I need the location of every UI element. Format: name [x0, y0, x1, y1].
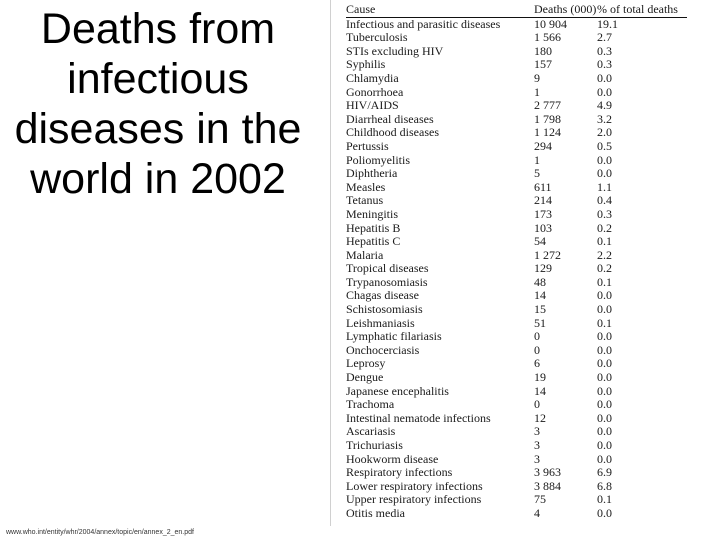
cell-percent: 0.4	[597, 193, 612, 208]
table-row	[346, 507, 687, 521]
cell-cause: Leprosy	[346, 356, 386, 371]
table-row	[346, 99, 687, 113]
table-row	[346, 385, 687, 399]
cell-cause: Diphtheria	[346, 166, 398, 181]
table-row	[346, 235, 687, 249]
cell-percent: 3.2	[597, 111, 612, 126]
cell-cause: Poliomyelitis	[346, 152, 411, 167]
cell-cause: Chlamydia	[346, 70, 399, 85]
cell-cause: Japanese encephalitis	[346, 383, 449, 398]
table-row	[346, 72, 687, 86]
cell-percent: 0.0	[597, 356, 612, 371]
cell-percent: 0.2	[597, 261, 612, 276]
cell-percent: 0.3	[597, 43, 612, 58]
table-body	[346, 17, 687, 520]
cell-percent: 2.7	[597, 30, 612, 45]
table-row	[346, 371, 687, 385]
table-row	[346, 453, 687, 467]
cell-percent: 0.0	[597, 329, 612, 344]
deaths-table-image	[318, 0, 720, 526]
cell-cause: Hepatitis B	[346, 220, 401, 235]
cell-deaths: 173	[534, 206, 552, 221]
table-row	[346, 493, 687, 507]
table-row	[346, 208, 687, 222]
cell-deaths: 12	[534, 410, 546, 425]
cell-cause: Diarrheal diseases	[346, 111, 434, 126]
cell-cause: Ascariasis	[346, 424, 396, 439]
cell-deaths: 0	[534, 342, 540, 357]
cell-cause: Meningitis	[346, 206, 399, 221]
cell-cause: HIV/AIDS	[346, 98, 399, 113]
cell-deaths: 51	[534, 315, 546, 330]
table-row	[346, 317, 687, 331]
cell-cause: Otitis media	[346, 505, 405, 520]
title-line: Deaths from	[40, 5, 276, 53]
table-row	[346, 480, 687, 494]
cell-deaths: 214	[534, 193, 552, 208]
table-row	[346, 17, 687, 31]
cell-deaths: 3	[534, 451, 540, 466]
table-row	[346, 289, 687, 303]
table-row	[346, 276, 687, 290]
table-row	[346, 439, 687, 453]
cell-percent: 0.0	[597, 342, 612, 357]
cell-percent: 0.3	[597, 206, 612, 221]
title-line: infectious	[67, 55, 249, 103]
cell-percent: 0.0	[597, 397, 612, 412]
cell-percent: 0.0	[597, 166, 612, 181]
source-url: www.who.int/entity/whr/2004/annex/topic/en/annex_2_en.pdf	[6, 529, 194, 536]
table-row	[346, 140, 687, 154]
cell-deaths: 1 124	[534, 125, 561, 140]
cell-percent: 0.1	[597, 234, 612, 249]
cell-deaths: 2 777	[534, 98, 561, 113]
table-header-row	[346, 3, 687, 17]
table-row	[346, 222, 687, 236]
cell-deaths: 1 798	[534, 111, 561, 126]
cell-cause: Leishmaniasis	[346, 315, 415, 330]
cell-percent: 2.2	[597, 247, 612, 262]
cell-deaths: 15	[534, 302, 546, 317]
cell-percent: 0.2	[597, 220, 612, 235]
cell-percent: 0.0	[597, 438, 612, 452]
cell-cause: Trypanosomiasis	[346, 274, 428, 289]
table-row	[346, 58, 687, 72]
cell-deaths: 1 272	[534, 247, 561, 262]
cell-deaths: 3	[534, 424, 540, 439]
cell-cause: Intestinal nematode infections	[346, 410, 491, 425]
table-row	[346, 126, 687, 140]
cell-percent: 0.1	[597, 315, 612, 330]
cell-deaths: 294	[534, 138, 552, 153]
cell-deaths: 9	[534, 70, 540, 85]
table-row	[346, 357, 687, 371]
cell-deaths: 0	[534, 397, 540, 412]
cell-deaths: 10 904	[534, 16, 567, 31]
cell-percent: 0.0	[597, 84, 612, 99]
cell-percent: 0.0	[597, 451, 612, 466]
cell-percent: 0.0	[597, 288, 612, 303]
cell-deaths: 1	[534, 152, 540, 167]
cell-percent: 0.0	[597, 70, 612, 85]
cell-deaths: 103	[534, 220, 552, 235]
header-deaths: Deaths (000)	[534, 2, 597, 16]
cell-cause: Schistosomiasis	[346, 302, 423, 317]
header-cause: Cause	[346, 3, 534, 17]
cell-cause: Dengue	[346, 370, 384, 385]
cell-percent: 1.1	[597, 179, 612, 194]
cell-cause: Trichuriasis	[346, 438, 403, 452]
cell-deaths: 5	[534, 166, 540, 181]
cell-deaths: 19	[534, 370, 546, 385]
cell-percent: 0.0	[597, 410, 612, 425]
cell-percent: 4.9	[597, 98, 612, 113]
header-percent: % of total deaths	[597, 3, 687, 17]
slide-title	[6, 4, 310, 204]
cell-percent: 0.0	[597, 370, 612, 385]
cell-percent: 19.1	[597, 16, 618, 31]
cell-cause: Measles	[346, 179, 386, 194]
cell-percent: 0.0	[597, 424, 612, 439]
cell-deaths: 3 884	[534, 478, 561, 493]
cell-deaths: 1 566	[534, 30, 561, 45]
cell-percent: 6.9	[597, 465, 612, 480]
cell-percent: 0.0	[597, 505, 612, 520]
cell-percent: 0.3	[597, 57, 612, 72]
table-row	[346, 45, 687, 59]
cell-deaths: 14	[534, 383, 546, 398]
title-line: diseases in the	[14, 105, 302, 153]
cell-cause: Infectious and parasitic diseases	[346, 16, 501, 31]
table-row	[346, 86, 687, 100]
cell-deaths: 157	[534, 57, 552, 72]
cell-cause: Tuberculosis	[346, 30, 408, 45]
cell-cause: Hepatitis C	[346, 234, 401, 249]
cell-deaths: 3 963	[534, 465, 561, 480]
table-row	[346, 425, 687, 439]
cell-cause: Onchocerciasis	[346, 342, 420, 357]
cell-percent: 0.0	[597, 302, 612, 317]
cell-deaths: 1	[534, 84, 540, 99]
cell-percent: 0.0	[597, 152, 612, 167]
cell-cause: Tetanus	[346, 193, 384, 208]
table-row	[346, 398, 687, 412]
table-row	[346, 181, 687, 195]
cell-deaths: 54	[534, 234, 546, 249]
cell-deaths: 129	[534, 261, 552, 276]
table-row	[346, 154, 687, 168]
cell-cause: Respiratory infections	[346, 465, 453, 480]
cell-cause: Childhood diseases	[346, 125, 439, 140]
table-row	[346, 194, 687, 208]
cell-deaths: 14	[534, 288, 546, 303]
table-row	[346, 113, 687, 127]
cell-cause: Gonorrhoea	[346, 84, 404, 99]
cell-cause: Lymphatic filariasis	[346, 329, 442, 344]
cell-percent: 0.1	[597, 274, 612, 289]
table-row	[346, 412, 687, 426]
table-row	[346, 330, 687, 344]
table-row	[346, 303, 687, 317]
cell-percent: 2.0	[597, 125, 612, 140]
cell-cause: Hookworm disease	[346, 451, 439, 466]
table-row	[346, 167, 687, 181]
deaths-table	[346, 3, 687, 521]
cell-deaths: 75	[534, 492, 546, 507]
cell-percent: 0.0	[597, 383, 612, 398]
table-row	[346, 249, 687, 263]
cell-deaths: 3	[534, 438, 540, 452]
cell-deaths: 4	[534, 505, 540, 520]
cell-deaths: 611	[534, 179, 552, 194]
table-row	[346, 344, 687, 358]
cell-cause: Pertussis	[346, 138, 389, 153]
cell-deaths: 180	[534, 43, 552, 58]
cell-cause: Syphilis	[346, 57, 386, 72]
cell-cause: Malaria	[346, 247, 384, 262]
table-row	[346, 262, 687, 276]
table-row	[346, 466, 687, 480]
cell-percent: 0.1	[597, 492, 612, 507]
cell-cause: Lower respiratory infections	[346, 478, 483, 493]
cell-cause: Trachoma	[346, 397, 395, 412]
cell-cause: Chagas disease	[346, 288, 419, 303]
cell-cause: Tropical diseases	[346, 261, 429, 276]
cell-cause: Upper respiratory infections	[346, 492, 482, 507]
cell-deaths: 0	[534, 329, 540, 344]
cell-deaths: 48	[534, 274, 546, 289]
title-line: world in 2002	[30, 155, 286, 203]
cell-deaths: 6	[534, 356, 540, 371]
cell-percent: 6.8	[597, 478, 612, 493]
cell-cause: STIs excluding HIV	[346, 43, 444, 58]
cell-percent: 0.5	[597, 138, 612, 153]
table-row	[346, 31, 687, 45]
